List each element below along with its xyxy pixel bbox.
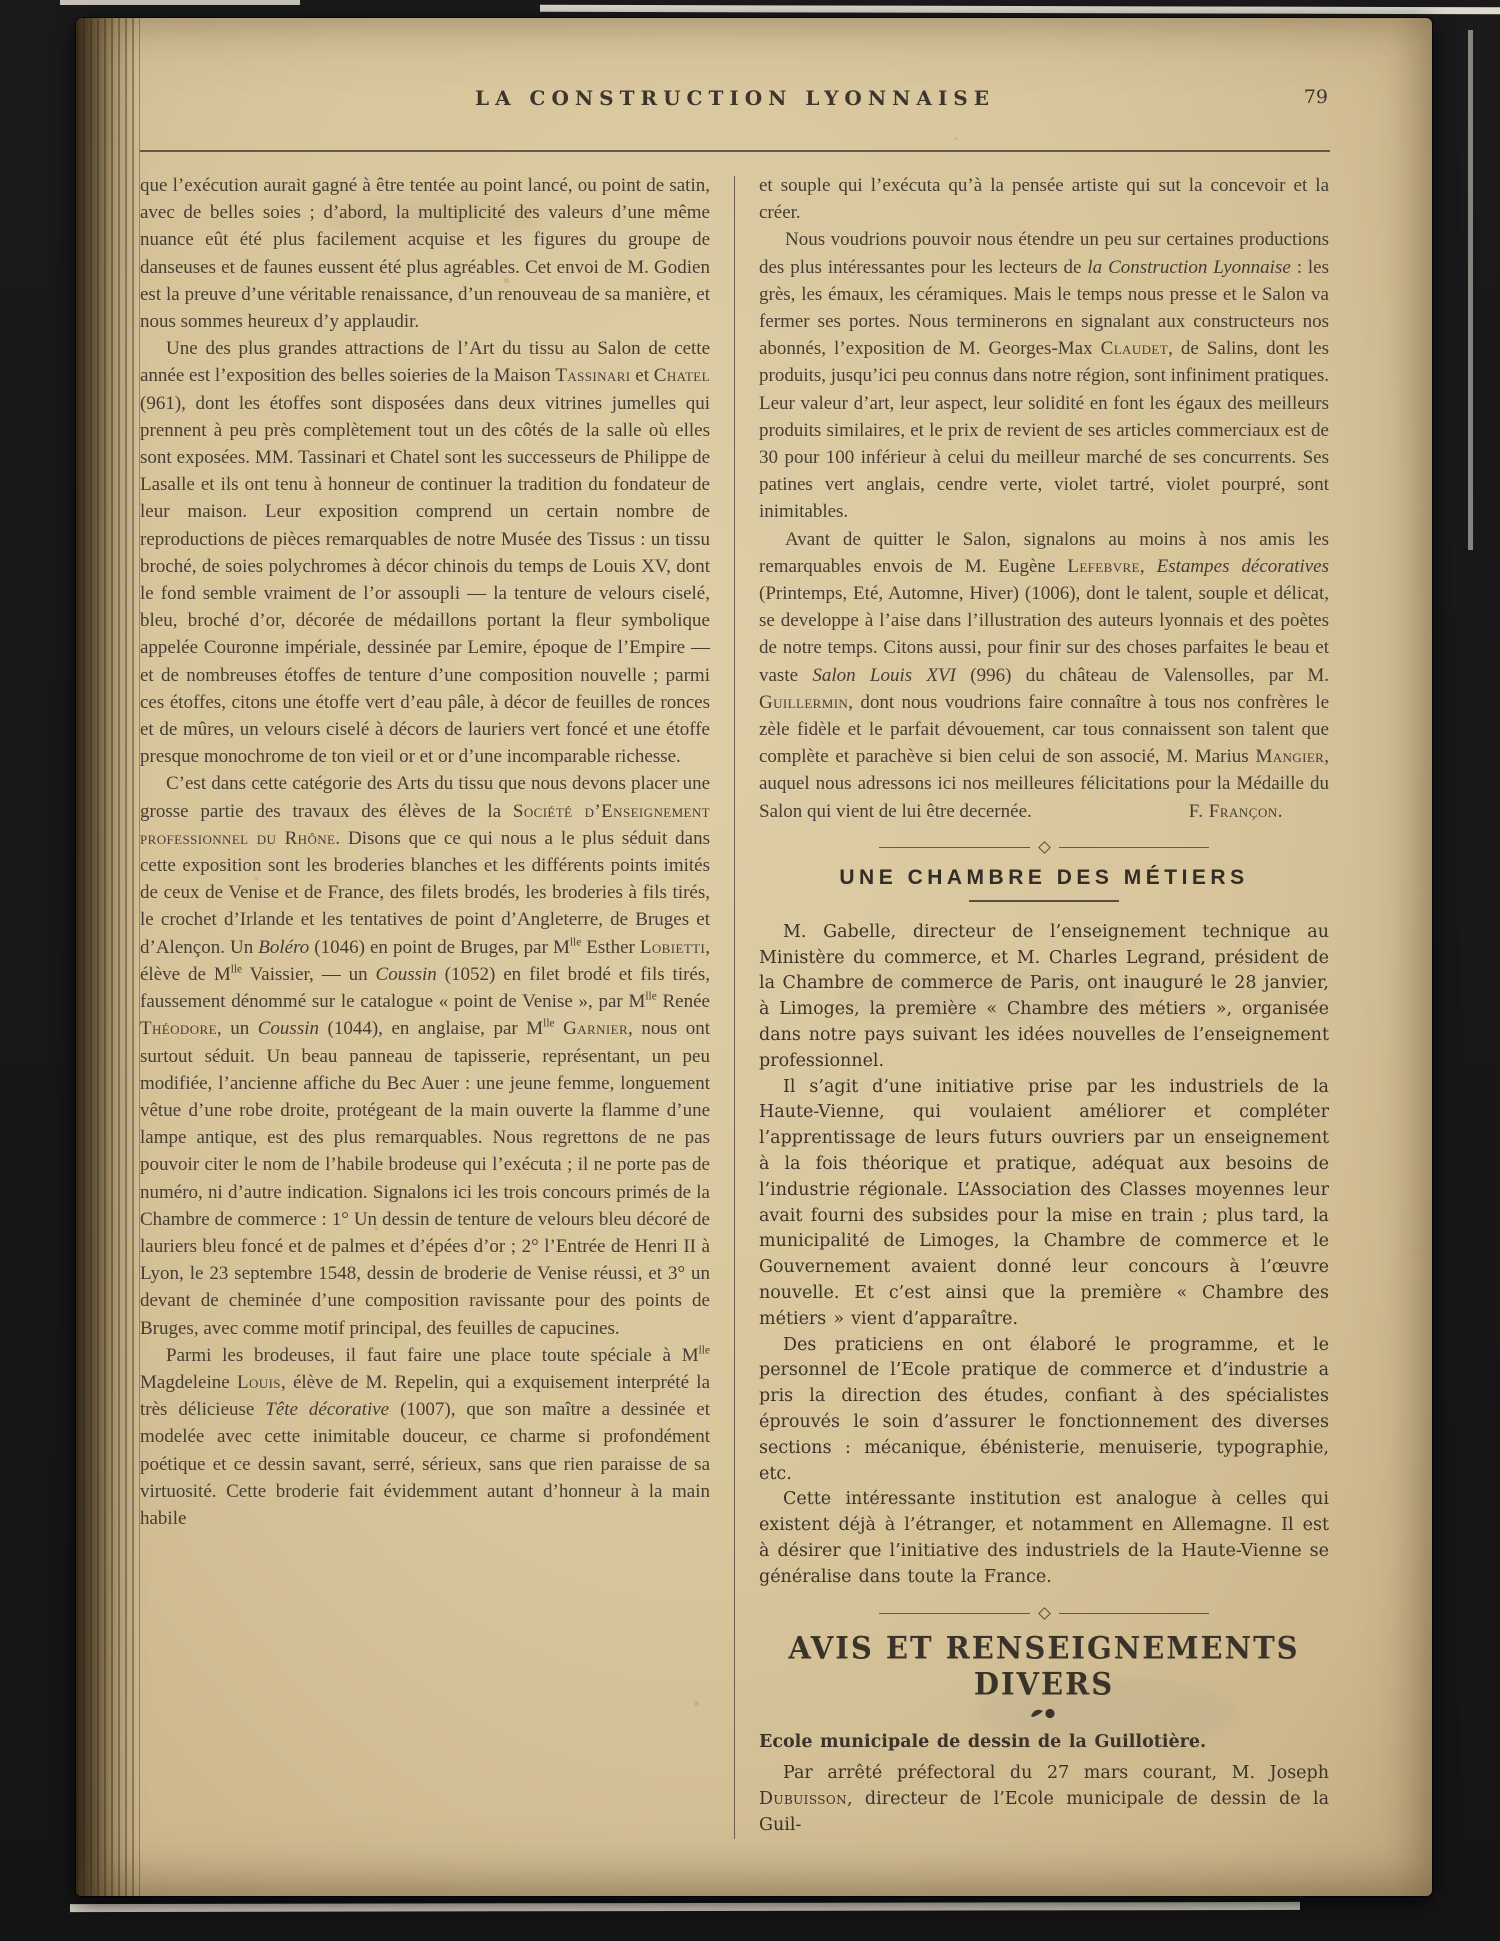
text-run: , de Salins, dont les produits, jusqu’ici peu connus dans notre région, sont infiniment pratiques. Leur valeur d’art, leur aspect, leur solidité en font les égaux des meilleurs produits similaires, et le prix de revient de ses articles commerciaux est de 30 pour 100 inférieur à celui du meilleur marché de ses concurrents. Ses patines vert anglais, cendre verte, violet tartré, violet pourpré, sont inimitables. — [759, 338, 1329, 523]
text-run: (1046) en point de Bruges, par M — [309, 936, 570, 958]
text-run: (1044), en anglaise, par M — [319, 1018, 544, 1040]
text-run: Nous voudrions pouvoir nous étendre un peu sur certaines productions des plus intéressantes pour les lecteurs de — [759, 229, 1329, 278]
text-run: Coussin — [257, 1018, 319, 1040]
text-run: Esther — [581, 936, 640, 958]
text-run: , auquel nous adressons ici nos meilleures félicitations pour la Médaille du Salon qui vient de lui être decernée. — [759, 746, 1329, 822]
text-run: (1007), que son maître a dessinée et modelée avec cette inimitable douceur, ce charme si profondément poétique et ce dessin savant, serré, sérieux, sans que rien paraisse de sa virtuosité. Cette broderie fait évidemment autant d’honneur à la main habile — [140, 1399, 710, 1529]
text-run: Guillermin — [759, 691, 849, 713]
text-run: Salon Louis XVI — [812, 664, 956, 686]
text-run: . Disons que ce qui nous a le plus séduit dans cette exposition sont les broderies blanches et les différents points imités de ceux de Venise et de France, des filets brodés, les broderies à fils tirés, le crochet d’Irlande et les tentatives de point d’Angleterre, de Bruges et d’Alençon. Un — [140, 827, 710, 958]
text-run: la Construction Lyonnaise — [1087, 256, 1291, 278]
text-run: C’est dans cette catégorie des Arts du tissu que nous devons placer une grosse partie des travaux des élèves de la — [140, 773, 710, 822]
text-run: Renée — [656, 991, 710, 1013]
text-run: : les grès, les émaux, les céramiques. Mais le temps nous presse et le Salon va fermer ses portes. Nous terminerons en signalant aux constructeurs nos abonnés, l’exposition de M. Georges-Max — [759, 256, 1329, 360]
page-number: 79 — [1303, 86, 1328, 108]
paragraph — [759, 526, 1329, 825]
paragraph — [759, 172, 1329, 226]
text-run: Société d’Enseignement professionnel du Rhône — [140, 800, 710, 849]
paragraph — [140, 1342, 710, 1532]
text-run: Mangier — [1255, 746, 1325, 768]
paragraph — [140, 172, 710, 335]
text-run: Vaissier, — un — [242, 963, 376, 985]
article-ecole-guillotiere — [759, 1730, 1329, 1839]
signature-text: F. Françon. — [1188, 800, 1283, 822]
text-run: Chatel — [653, 365, 710, 387]
text-run: et souple qui l’exécuta qu’à la pensée artiste qui sut la concevoir et la créer. — [759, 175, 1329, 224]
text-run: Coussin — [375, 963, 437, 985]
text-run: (1052) en filet brodé et fils tirés, faussement dénommé sur le catalogue « point de Venise », par M — [140, 963, 710, 1013]
left-column — [140, 172, 710, 1839]
text-run: Tête décorative — [265, 1399, 390, 1421]
text-run: , dont nous voudrions faire connaître à tous nos confrères le zèle fidèle et le parfait dévouement, car tous connaissent son talent que complète et parachève si bien celui de son associé, M. Marius — [759, 691, 1329, 768]
text-run: lle — [698, 1344, 710, 1357]
paragraph — [759, 1487, 1329, 1590]
text-run: Garnier — [563, 1018, 629, 1040]
two-column-layout — [140, 172, 1330, 1839]
text-run: Dubuisson — [759, 1789, 847, 1810]
text-run: , un — [216, 1018, 258, 1040]
page-content — [140, 78, 1330, 1839]
sub-article-body — [759, 1761, 1329, 1838]
text-run: (Printemps, Eté, Automne, Hiver) (1006), dont le talent, souple et délicat, se developpe à l’aise dans l’illustration des auteurs lyonnais et des poètes de notre temps. Citons aussi, pour finir sur des choses parfaites le beau et vaste — [759, 583, 1329, 686]
text-run: Lefebvre — [1067, 555, 1140, 577]
text-run: , élève de M. Repelin, qui a exquisement interprété la très délicieuse — [140, 1371, 711, 1421]
paragraph — [759, 920, 1329, 1075]
text-run: lle — [569, 936, 582, 949]
paragraph — [759, 226, 1329, 525]
text-run: Cette intéressante institution est analogue à celles qui existent déjà à l’étranger, et notamment en Allemagne. Il est à désirer que l’initiative des industriels de la Haute-Vienne se généralise dans toute la France. — [759, 1489, 1329, 1587]
paragraph — [759, 1333, 1329, 1488]
text-run: lle — [230, 963, 243, 976]
text-run: Estampes décoratives — [1156, 555, 1330, 577]
section-title-avis-divers: AVIS ET RENSEIGNEMENTS DIVERS — [788, 1629, 1300, 1702]
article-salon-continuation-left — [140, 172, 710, 1532]
diamond-ornament-icon — [1038, 1607, 1051, 1620]
sub-article-heading: Ecole municipale de dessin de la Guillotière. — [759, 1731, 1207, 1752]
text-run: Boléro — [258, 936, 310, 958]
text-run — [555, 1018, 564, 1039]
text-run: , nous ont surtout séduit. Un beau panneau de tapisserie, représentant, un peu modifiée, l’ancienne affiche du Bec Auer : une jeune femme, longuement vêtue d’une robe droite, protégeant de la main ouverte la flamme d’une lampe antique, est des plus remarquables. Nous regrettons de ne pas pouvoir citer le nom de l’habile brodeuse qui l’exécuta ; il ne porte pas de numéro, ni d’autre indication. Signalons ici les trois concours primés de la Chambre de commerce : 1° Un dessin de tenture de velours bleu décoré de lauriers bleu foncé et de palmes et d’épées d’or ; 2° l’Entrée de Henri II à Lyon, le 23 septembre 1548, dessin de broderie de Venise réussi, et 3° un devant de cheminée d’une composition ravissante pour des points de Bruges, avec comme motif principal, des feuilles de capucines. — [140, 1018, 711, 1339]
foxing-spots — [76, 18, 77, 19]
diamond-ornament-icon — [1038, 841, 1051, 854]
text-run: et — [630, 365, 654, 387]
text-run: Lobietti — [639, 936, 706, 958]
text-run: Parmi les brodeuses, il faut faire une place toute spéciale à M — [166, 1344, 699, 1366]
paragraph — [759, 1075, 1329, 1333]
text-run: lle — [645, 990, 657, 1003]
scanner-edge-highlight — [1468, 30, 1473, 550]
right-column — [759, 172, 1329, 1839]
text-run: , — [1139, 555, 1157, 577]
text-run: Tassinari — [555, 365, 631, 387]
section-title-chambre-des-metiers: UNE CHAMBRE DES MÉTIERS — [839, 865, 1249, 889]
section-divider — [879, 1609, 1210, 1618]
text-run: Claudet — [1100, 338, 1169, 360]
text-run: Il s’agit d’une initiative prise par les industriels de la Haute-Vienne, qui voulaient améliorer et compléter l’apprentissage de leurs futurs ouvriers par un enseignement à la fois théorique et pratique, adéquat aux besoins de l’industrie régionale. L’Association des Classes moyennes leur avait fourni des subsides pour la mise en train ; plus tard, la municipalité de Limoges, la Chambre de commerce et le Gouvernement avaient donné leur concours à l’œuvre nouvelle. Et c’est ainsi que la première « Chambre des métiers » vient d’apparaître. — [759, 1076, 1329, 1329]
text-run: Théodore — [140, 1018, 217, 1040]
scanner-edge-highlight — [60, 0, 300, 5]
text-run: Louis — [236, 1371, 281, 1393]
section-title-rule — [969, 900, 1119, 902]
article-salon-continuation-right — [759, 172, 1329, 825]
column-divider-rule — [734, 176, 735, 1839]
page-title: LA CONSTRUCTION LYONNAISE — [475, 86, 995, 110]
text-run: que l’exécution aurait gagné à être tentée au point lancé, ou point de satin, avec de belles soies ; d’abord, la multiplicité des valeurs d’une même nuance eût été plus facilement acquise et les figures du groupe de danseuses et de faunes eussent été plus agréables. Cet envoi de M. Godien est la preuve d’une véritable renaissance, d’un renouveau de sa manière, et nous sommes heureux d’y applaudir. — [140, 175, 710, 333]
text-run: Des praticiens en ont élaboré le programme, et le personnel de l’Ecole pratique de commerce et d’industrie a pris la direction des études, confiant à des spécialistes éprouvés le soin d’assurer le fonctionnement des diverses sections : mécanique, ébénisterie, menuiserie, typographie, etc. — [759, 1334, 1329, 1484]
text-run: lle — [543, 1017, 555, 1030]
paragraph — [140, 335, 710, 770]
masthead — [140, 78, 1330, 136]
header-rule — [140, 150, 1330, 152]
text-run: , élève de M — [140, 936, 710, 985]
paragraph — [759, 1761, 1329, 1838]
section-divider — [879, 843, 1210, 852]
text-run: Avant de quitter le Salon, signalons au moins à nos amis les remarquables envois de M. Eugène — [759, 528, 1329, 577]
scanner-edge-highlight — [70, 1902, 1300, 1912]
article-chambre-des-metiers — [759, 920, 1329, 1591]
fleuron-ornament-icon — [1029, 1706, 1059, 1720]
scanner-edge-highlight — [540, 5, 1500, 15]
text-run: M. Gabelle, directeur de l’enseignement technique au Ministère du commerce, et M. Charles Legrand, président de la Chambre de commerce de Paris, ont inauguré le 28 janvier, à Limoges, la première « Chambre des métiers », organisée dans notre pays suivant les idées nouvelles de l’enseignement professionnel. — [759, 921, 1329, 1071]
book-binding-edge — [76, 18, 140, 1896]
text-run: Une des plus grandes attractions de l’Art du tissu au Salon de cette année est l’exposition des belles soieries de la Maison — [140, 338, 710, 387]
text-run: , directeur de l’Ecole municipale de dessin de la Guil- — [759, 1789, 1329, 1835]
text-run: Magdeleine — [140, 1371, 237, 1393]
paper-sheet — [76, 18, 1432, 1896]
text-run: (961), dont les étoffes sont disposées dans deux vitrines jumelles qui prennent à peu près complètement tout un des côtés de la salle où elles sont exposées. MM. Tassinari et Chatel sont les successeurs de Philippe de Lasalle et ils ont tenu à honneur de continuer la tradition du fondateur de leur maison. Leur exposition comprend un certain nombre de reproductions de pièces remarquables de notre Musée des Tissus : un tissu broché, de soies polychromes à décor chinois du temps de Louis XV, dont le fond semble vraiment de l’or assoupli — la tenture de velours ciselé, bleu, broché d’or, décorée de médaillons portant la fleur symbolique appelée Couronne impériale, dessinée par Lemire, époque de l’Empire — et de nombreuses étoffes de tenture d’une composition nouvelle ; parmi ces étoffes, citons une étoffe vert d’eau pâle, à décor de feuilles de ronces et de mûres, un velours ciselé à décors de lauriers vert foncé et une étoffe presque monochrome de ton vieil or et or d’une incomparable richesse. — [140, 392, 710, 768]
paragraph — [140, 770, 710, 1341]
text-run: Par arrêté préfectoral du 27 mars courant, M. Joseph — [783, 1763, 1329, 1784]
text-run: (996) du château de Valensolles, par M. — [956, 664, 1330, 686]
